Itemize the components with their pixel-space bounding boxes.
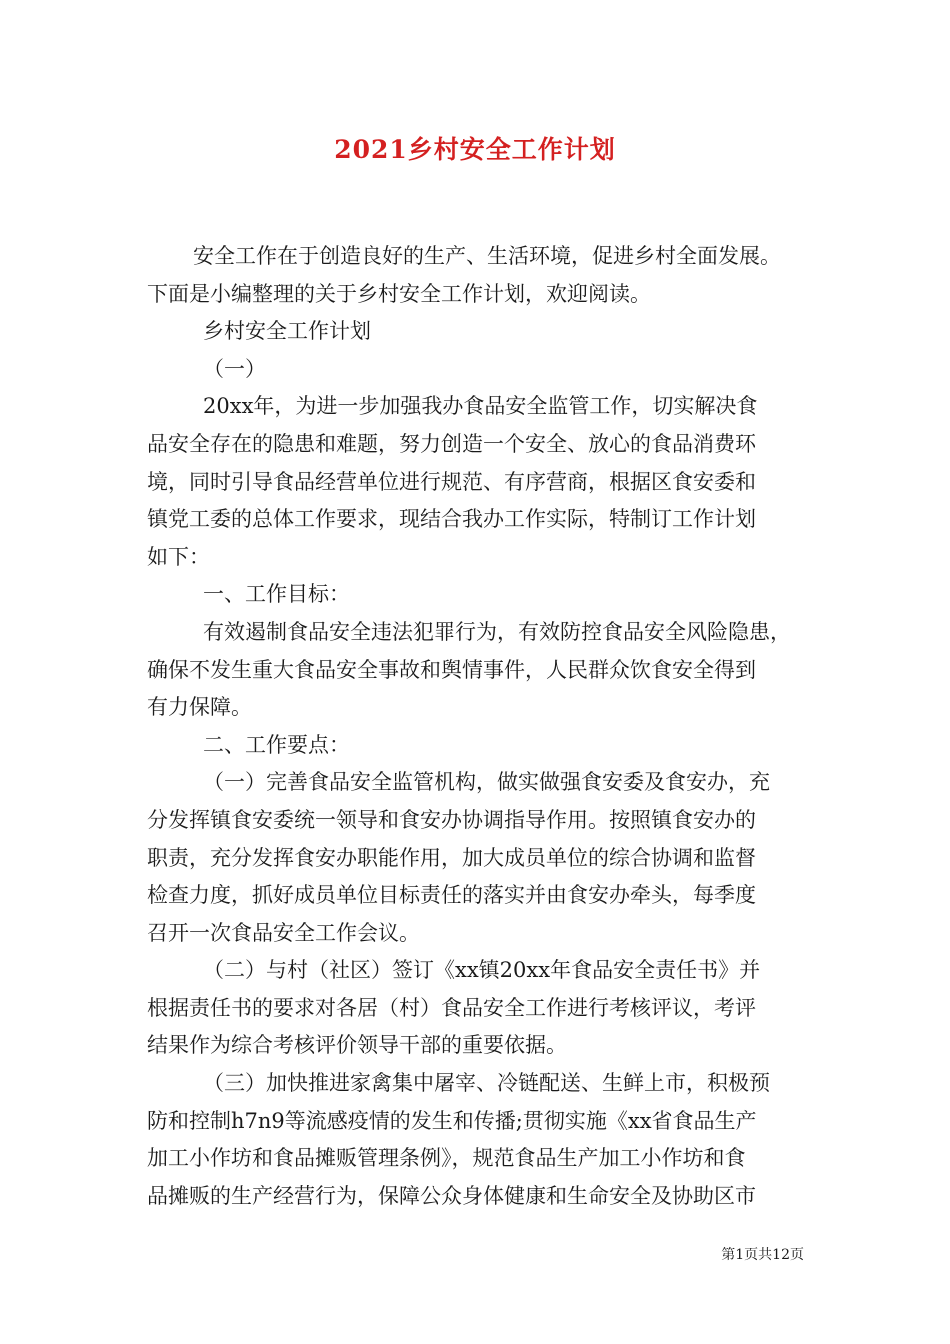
paragraph-line: 根据责任书的要求对各居（村）食品安全工作进行考核评议，考评 — [147, 995, 756, 1020]
paragraph-line: （三）加快推进家禽集中屠宰、冷链配送、生鲜上市，积极预 — [203, 1071, 770, 1096]
paragraph-line: 有力保障。 — [147, 695, 252, 720]
page-number: 第1页共12页 — [721, 1247, 804, 1263]
paragraph-line: （一）完善食品安全监管机构，做实做强食安委及食安办，充 — [203, 770, 770, 795]
paragraph-line: 下面是小编整理的关于乡村安全工作计划，欢迎阅读。 — [147, 281, 651, 306]
section-heading: 一、工作目标： — [203, 582, 350, 607]
paragraph-line: 分发挥镇食安委统一领导和食安办协调指导作用。按照镇食安办的 — [147, 807, 756, 832]
section-number: （一） — [203, 356, 266, 381]
paragraph-line: （二）与村（社区）签订《xx镇20xx年食品安全责任书》并 — [203, 958, 761, 983]
paragraph-line: 镇党工委的总体工作要求，现结合我办工作实际，特制订工作计划 — [147, 507, 756, 532]
paragraph-line: 防和控制h7n9等流感疫情的发生和传播;贯彻实施《xx省食品生产 — [147, 1108, 757, 1133]
paragraph-line: 安全工作在于创造良好的生产、生活环境，促进乡村全面发展。 — [193, 244, 781, 268]
paragraph-line: 结果作为综合考核评价领导干部的重要依据。 — [147, 1033, 567, 1058]
document-title: 2021乡村安全工作计划 — [334, 135, 616, 164]
paragraph-line: 如下： — [147, 544, 210, 569]
section-heading: 二、工作要点： — [203, 732, 350, 757]
paragraph-line: 20xx年，为进一步加强我办食品安全监管工作，切实解决食 — [203, 394, 758, 419]
paragraph-line: 加工小作坊和食品摊贩管理条例》，规范食品生产加工小作坊和食 — [147, 1146, 746, 1171]
paragraph-line: 品安全存在的隐患和难题，努力创造一个安全、放心的食品消费环 — [147, 431, 756, 456]
paragraph-line: 有效遏制食品安全违法犯罪行为，有效防控食品安全风险隐患， — [203, 619, 791, 644]
paragraph-line: 品摊贩的生产经营行为，保障公众身体健康和生命安全及协助区市 — [147, 1183, 756, 1208]
paragraph-line: 职责，充分发挥食安办职能作用，加大成员单位的综合协调和监督 — [147, 845, 756, 870]
paragraph-line: 境，同时引导食品经营单位进行规范、有序营商，根据区食安委和 — [147, 469, 756, 494]
section-heading: 乡村安全工作计划 — [203, 319, 371, 344]
paragraph-line: 召开一次食品安全工作会议。 — [147, 920, 420, 945]
paragraph-line: 检查力度，抓好成员单位目标责任的落实并由食安办牵头，每季度 — [147, 883, 756, 908]
document-body — [147, 238, 807, 1215]
paragraph-line: 确保不发生重大食品安全事故和舆情事件，人民群众饮食安全得到 — [147, 657, 756, 682]
